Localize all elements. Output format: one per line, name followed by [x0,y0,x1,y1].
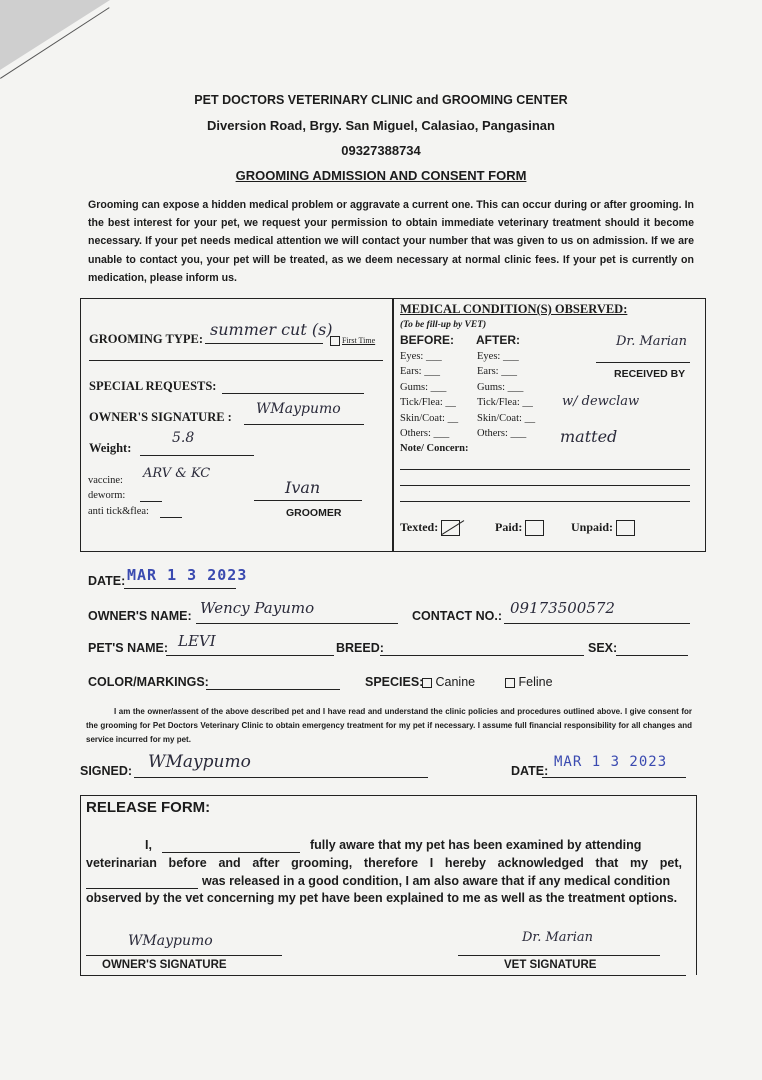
after-skin-label: Skin/Coat: [477,413,522,424]
release-owner-sig-line [86,955,282,956]
received-by-line [596,362,690,363]
first-time-option[interactable] [330,336,375,346]
release-name-field[interactable] [162,852,300,853]
consent-date-stamp: MAR 1 3 2023 [554,754,668,770]
release-top-border [80,795,696,796]
clinic-name: PET DOCTORS VETERINARY CLINIC and GROOMING CENTER [194,93,568,107]
breed-label: BREED: [336,641,384,655]
release-right-border [696,795,697,975]
texted-option[interactable] [400,520,460,536]
weight-line [140,455,254,456]
vet-name-value[interactable]: Dr. Marian [616,334,688,349]
note-line-2[interactable] [400,485,690,486]
received-by-label: RECEIVED BY [614,368,686,380]
sex-label: SEX: [588,641,618,655]
after-gums-label: Gums: [477,382,506,393]
special-requests-label: SPECIAL REQUESTS: [89,379,217,393]
anti-tick-label: anti tick&flea: [88,506,149,517]
clinic-phone: 09327388734 [341,143,421,158]
canine-label: Canine [435,675,476,689]
anti-tick-line[interactable] [160,517,182,518]
after-skin: Skin/Coat: __ [477,413,536,424]
before-label: BEFORE: [400,333,454,347]
owner-signature-label: OWNER'S SIGNATURE : [89,410,232,424]
feline-option[interactable] [505,675,553,689]
before-gums-label: Gums: [400,382,429,393]
pet-name-line [166,655,334,656]
groomer-line [254,500,362,501]
release-pet-field[interactable] [86,888,198,889]
release-line4: observed by the vet concerning my pet have been explained to me as well as the treatment options. [86,891,678,905]
release-owner-sig-value[interactable]: WMaypumo [128,933,213,949]
after-others: Others: ___ [477,428,527,439]
paid-checkbox[interactable] [525,520,544,536]
release-vet-sig-value[interactable]: Dr. Marian [522,930,594,945]
grooming-type-line [205,343,323,344]
unpaid-option[interactable] [571,520,635,536]
texted-label: Texted: [400,520,439,534]
first-time-checkbox[interactable] [330,336,340,346]
owner-signature-value[interactable]: WMaypumo [256,401,341,417]
release-heading: RELEASE FORM: [86,799,211,816]
after-eyes-label: Eyes: [477,351,501,362]
consent-date-line [542,777,686,778]
others-note-value[interactable]: matted [560,427,618,446]
weight-label: Weight: [89,441,132,455]
vaccine-value[interactable]: ARV & KC [143,466,211,481]
after-tick-label: Tick/Flea: [477,397,520,408]
unpaid-label: Unpaid: [571,520,614,534]
grooming-type-label: GROOMING TYPE: [89,332,204,346]
intro-paragraph: Grooming can expose a hidden medical problem or aggravate a current one. This can occur during or after grooming. In the best interest for your pet, we request your permission to obtain immediate veterinary treatment should it become necessary. If your pet needs medical attention we will contact your number that was given to us on admission. If we are unable to contact you, your pet will be treated, as we deem necessary at normal clinic fees. If your pet is currently on medication, please inform us. [88,199,694,284]
deworm-label: deworm: [88,490,126,501]
medical-heading: MEDICAL CONDITION(S) OBSERVED: [400,302,628,316]
before-eyes-label: Eyes: [400,351,424,362]
release-bottom-border [80,975,686,976]
release-left-border [80,795,81,975]
pet-name-label: PET'S NAME: [88,641,169,655]
contact-label: CONTACT NO.: [412,609,503,623]
feline-checkbox[interactable] [505,678,515,688]
feline-label: Feline [518,675,553,689]
date-stamp: MAR 1 3 2023 [127,566,248,584]
before-eyes: Eyes: ___ [400,351,442,362]
signed-label: SIGNED: [80,764,133,778]
before-gums: Gums: ___ [400,382,447,393]
after-label: AFTER: [476,333,520,347]
grooming-type-line-2 [89,360,383,361]
date-label: DATE: [88,574,126,588]
paid-option[interactable] [495,520,544,536]
after-gums: Gums: ___ [477,382,524,393]
release-line2: veterinarian before and after grooming, therefore I hereby acknowledged that my pet, [86,856,682,870]
form-title: GROOMING ADMISSION AND CONSENT FORM [235,168,527,183]
note-line-1[interactable] [400,469,690,470]
note-label: Note/ Concern: [400,443,469,454]
signed-line [134,777,428,778]
medical-subheading: (To be fill-up by VET) [400,320,487,330]
consent-date-label: DATE: [511,764,549,778]
species-label: SPECIES: [365,675,424,689]
skin-note-value[interactable]: w/ dewclaw [562,394,640,409]
before-others-label: Others: [400,428,431,439]
after-ears-label: Ears: [477,366,499,377]
release-owner-sig-label: OWNER'S SIGNATURE [102,959,227,971]
color-label: COLOR/MARKINGS: [88,675,209,689]
release-vet-sig-label: VET SIGNATURE [504,959,597,971]
vaccine-label: vaccine: [88,475,123,486]
color-field[interactable] [206,689,340,690]
after-eyes: Eyes: ___ [477,351,519,362]
release-line1-a: I, [145,838,152,852]
before-tick: Tick/Flea: __ [400,397,456,408]
texted-checkbox[interactable] [441,520,460,536]
groomer-value[interactable]: Ivan [285,478,321,497]
release-vet-sig-line [458,955,660,956]
signed-value[interactable]: WMaypumo [148,752,251,772]
groomer-label: GROOMER [286,507,342,519]
before-ears-label: Ears: [400,366,422,377]
special-requests-field[interactable] [222,393,364,394]
weight-value[interactable]: 5.8 [172,430,195,446]
sex-field[interactable] [616,655,688,656]
before-ears: Ears: ___ [400,366,440,377]
breed-field[interactable] [380,655,584,656]
owner-name-label: OWNER'S NAME: [88,609,192,623]
before-others: Others: ___ [400,428,450,439]
note-line-3[interactable] [400,501,690,502]
owner-name-line [196,623,398,624]
before-tick-label: Tick/Flea: [400,397,443,408]
owner-signature-line [244,424,364,425]
after-ears: Ears: ___ [477,366,517,377]
after-tick: Tick/Flea: __ [477,397,533,408]
pet-name-value[interactable]: LEVI [178,632,216,650]
first-time-label: First Time [342,336,376,345]
release-line1-b: fully aware that my pet has been examined by attending [310,838,642,852]
contact-value[interactable]: 09173500572 [510,599,615,617]
unpaid-checkbox[interactable] [616,520,635,536]
paid-label: Paid: [495,520,523,534]
deworm-line[interactable] [140,501,162,502]
before-skin: Skin/Coat: __ [400,413,459,424]
release-line3: was released in a good condition, I am also aware that if any medical condition [202,874,671,888]
owner-name-value[interactable]: Wency Payumo [200,599,315,617]
after-others-label: Others: [477,428,508,439]
consent-text: I am the owner/assent of the above described pet and I have read and understand the clinic policies and procedures outlined above. I give consent for the grooming for Pet Doctors Veterinary Clinic to obtain emergency treatment for my pet if necessary. I assume full financial responsibility for all changes and service incurred for my pet. [86,707,692,744]
contact-line [504,623,690,624]
grooming-type-value[interactable]: summer cut (s) [210,320,333,339]
canine-option[interactable] [422,675,475,689]
page-corner-shadow [0,0,110,70]
canine-checkbox[interactable] [422,678,432,688]
date-line [124,588,236,589]
clinic-address: Diversion Road, Brgy. San Miguel, Calasiao, Pangasinan [207,118,555,133]
before-skin-label: Skin/Coat: [400,413,445,424]
